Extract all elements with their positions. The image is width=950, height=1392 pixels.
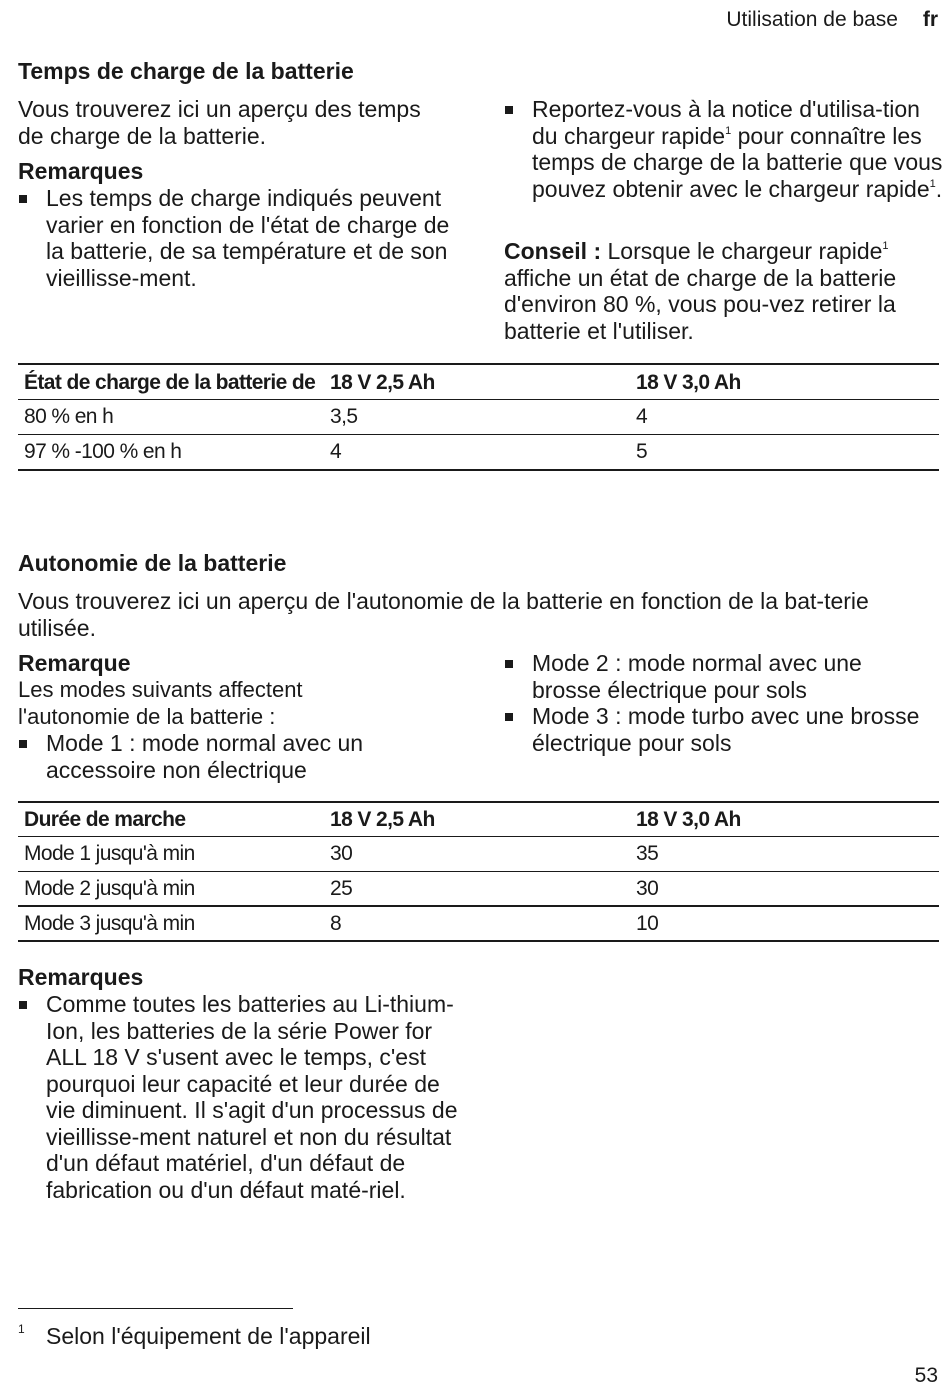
table-header-cell: 18 V 3,0 Ah (636, 371, 741, 394)
remark-text: Comme toutes les batteries au Li-thium-Ion, les batteries de la série Power for ALL 18 V s'usent avec le temps, c'est pourquoi leur capacité et leur durée de vie diminuent. Il s'agit d'un processus de vieillisse-ment naturel et non du résultat d'un défaut matériel, d'un défaut de fabrication ou d'un défaut maté-riel. (46, 991, 458, 1203)
table-cell: 3,5 (330, 405, 358, 428)
table-header-cell: 18 V 2,5 Ah (330, 371, 435, 394)
mode-list-right (504, 650, 924, 756)
footnote-divider (18, 1308, 293, 1309)
footnote-ref: 1 (929, 177, 936, 190)
table-cell: 8 (330, 912, 342, 935)
autonomy-remark-intro: Les modes suivants affectent l'autonomie de la batterie : (18, 677, 303, 729)
list-item (18, 991, 458, 1203)
charge-tip (504, 238, 944, 344)
square-bullet-icon (19, 195, 27, 203)
table-cell: Mode 2 jusqu'à min (24, 876, 195, 900)
mode-text: Mode 1 : mode normal avec un accessoire non électrique (46, 730, 364, 783)
table-header-row (18, 364, 939, 400)
footnote-ref: 1 (882, 240, 889, 252)
tip-text-part: affiche un état de charge de la batterie d'environ 80 %, vous pou-vez retirer la batterie et l'utiliser. (504, 264, 897, 344)
square-bullet-icon (505, 106, 513, 114)
square-bullet-icon (505, 713, 513, 721)
autonomy-remarks-list (18, 991, 458, 1203)
running-header-section: Utilisation de base (726, 8, 898, 31)
autonomy-heading: Autonomie de la batterie (18, 550, 287, 576)
charge-remarks-heading: Remarques (18, 158, 144, 184)
table-cell: 30 (636, 876, 659, 900)
runtime-table (18, 801, 939, 942)
square-bullet-icon (505, 660, 513, 668)
table-header-cell: 18 V 3,0 Ah (636, 808, 741, 831)
charge-time-table (18, 363, 939, 471)
table-cell: Mode 3 jusqu'à min (24, 912, 195, 935)
square-bullet-icon (19, 1001, 27, 1009)
remark-text-part: pour connaître les temps de charge de la batterie que vous pouvez obtenir avec le chargeur rapide (532, 122, 943, 202)
charge-time-heading: Temps de charge de la batterie (18, 58, 354, 84)
footnote-number: 1 (18, 1322, 25, 1336)
remark-text-part: Reportez-vous à la notice d'utilisa-tion du chargeur rapide (532, 96, 920, 149)
tip-text-part: Lorsque le chargeur rapide (601, 238, 883, 264)
autonomy-intro: Vous trouverez ici un aperçu de l'autonomie de la batterie en fonction de la bat-terie utilisée. (18, 588, 869, 641)
autonomy-remark-heading: Remarque (18, 650, 131, 676)
table-cell: 4 (636, 405, 648, 428)
table-cell: Mode 1 jusqu'à min (24, 841, 195, 865)
table-row (18, 871, 939, 906)
table-cell: 30 (330, 841, 353, 865)
running-header-language: fr (922, 8, 938, 31)
autonomy-remarks-heading: Remarques (18, 964, 144, 990)
table-header-cell: 18 V 2,5 Ah (330, 808, 435, 831)
charge-remarks-list (18, 185, 458, 291)
table-cell: 5 (636, 440, 648, 463)
table-row (18, 836, 939, 871)
tip-label: Conseil : (504, 238, 602, 264)
table-cell: 97 % -100 % en h (24, 440, 182, 463)
table-cell: 80 % en h (24, 405, 114, 428)
footnote-text: Selon l'équipement de l'appareil (46, 1323, 371, 1349)
table-cell: 4 (330, 440, 342, 463)
list-item (18, 730, 438, 783)
table-header-row (18, 802, 939, 836)
table-row (18, 906, 939, 941)
remark-text-part: . (935, 175, 943, 202)
charge-intro: Vous trouverez ici un aperçu des temps de charge de la batterie. (18, 96, 421, 149)
table-cell: 25 (330, 876, 353, 900)
table-header-cell: Durée de marche (24, 808, 186, 831)
remark-text: Les temps de charge indiqués peuvent varier en fonction de l'état de charge de la batterie, de sa température et de son vieillisse-ment. (46, 185, 450, 291)
table-cell: 35 (636, 841, 659, 865)
list-item (18, 185, 458, 291)
page-number: 53 (914, 1364, 938, 1387)
mode-list-left (18, 730, 438, 783)
table-row (18, 400, 939, 435)
table-cell: 10 (636, 912, 659, 935)
list-item (504, 96, 944, 202)
mode-text: Mode 2 : mode normal avec une brosse électrique pour sols (532, 650, 862, 703)
footnote-ref: 1 (725, 124, 732, 137)
list-item (504, 650, 924, 703)
table-header-cell: État de charge de la batterie de (24, 371, 316, 394)
square-bullet-icon (19, 740, 27, 748)
charge-remarks-list-right (504, 96, 944, 202)
list-item (504, 703, 924, 756)
table-row (18, 435, 939, 470)
mode-text: Mode 3 : mode turbo avec une brosse électrique pour sols (532, 703, 920, 756)
